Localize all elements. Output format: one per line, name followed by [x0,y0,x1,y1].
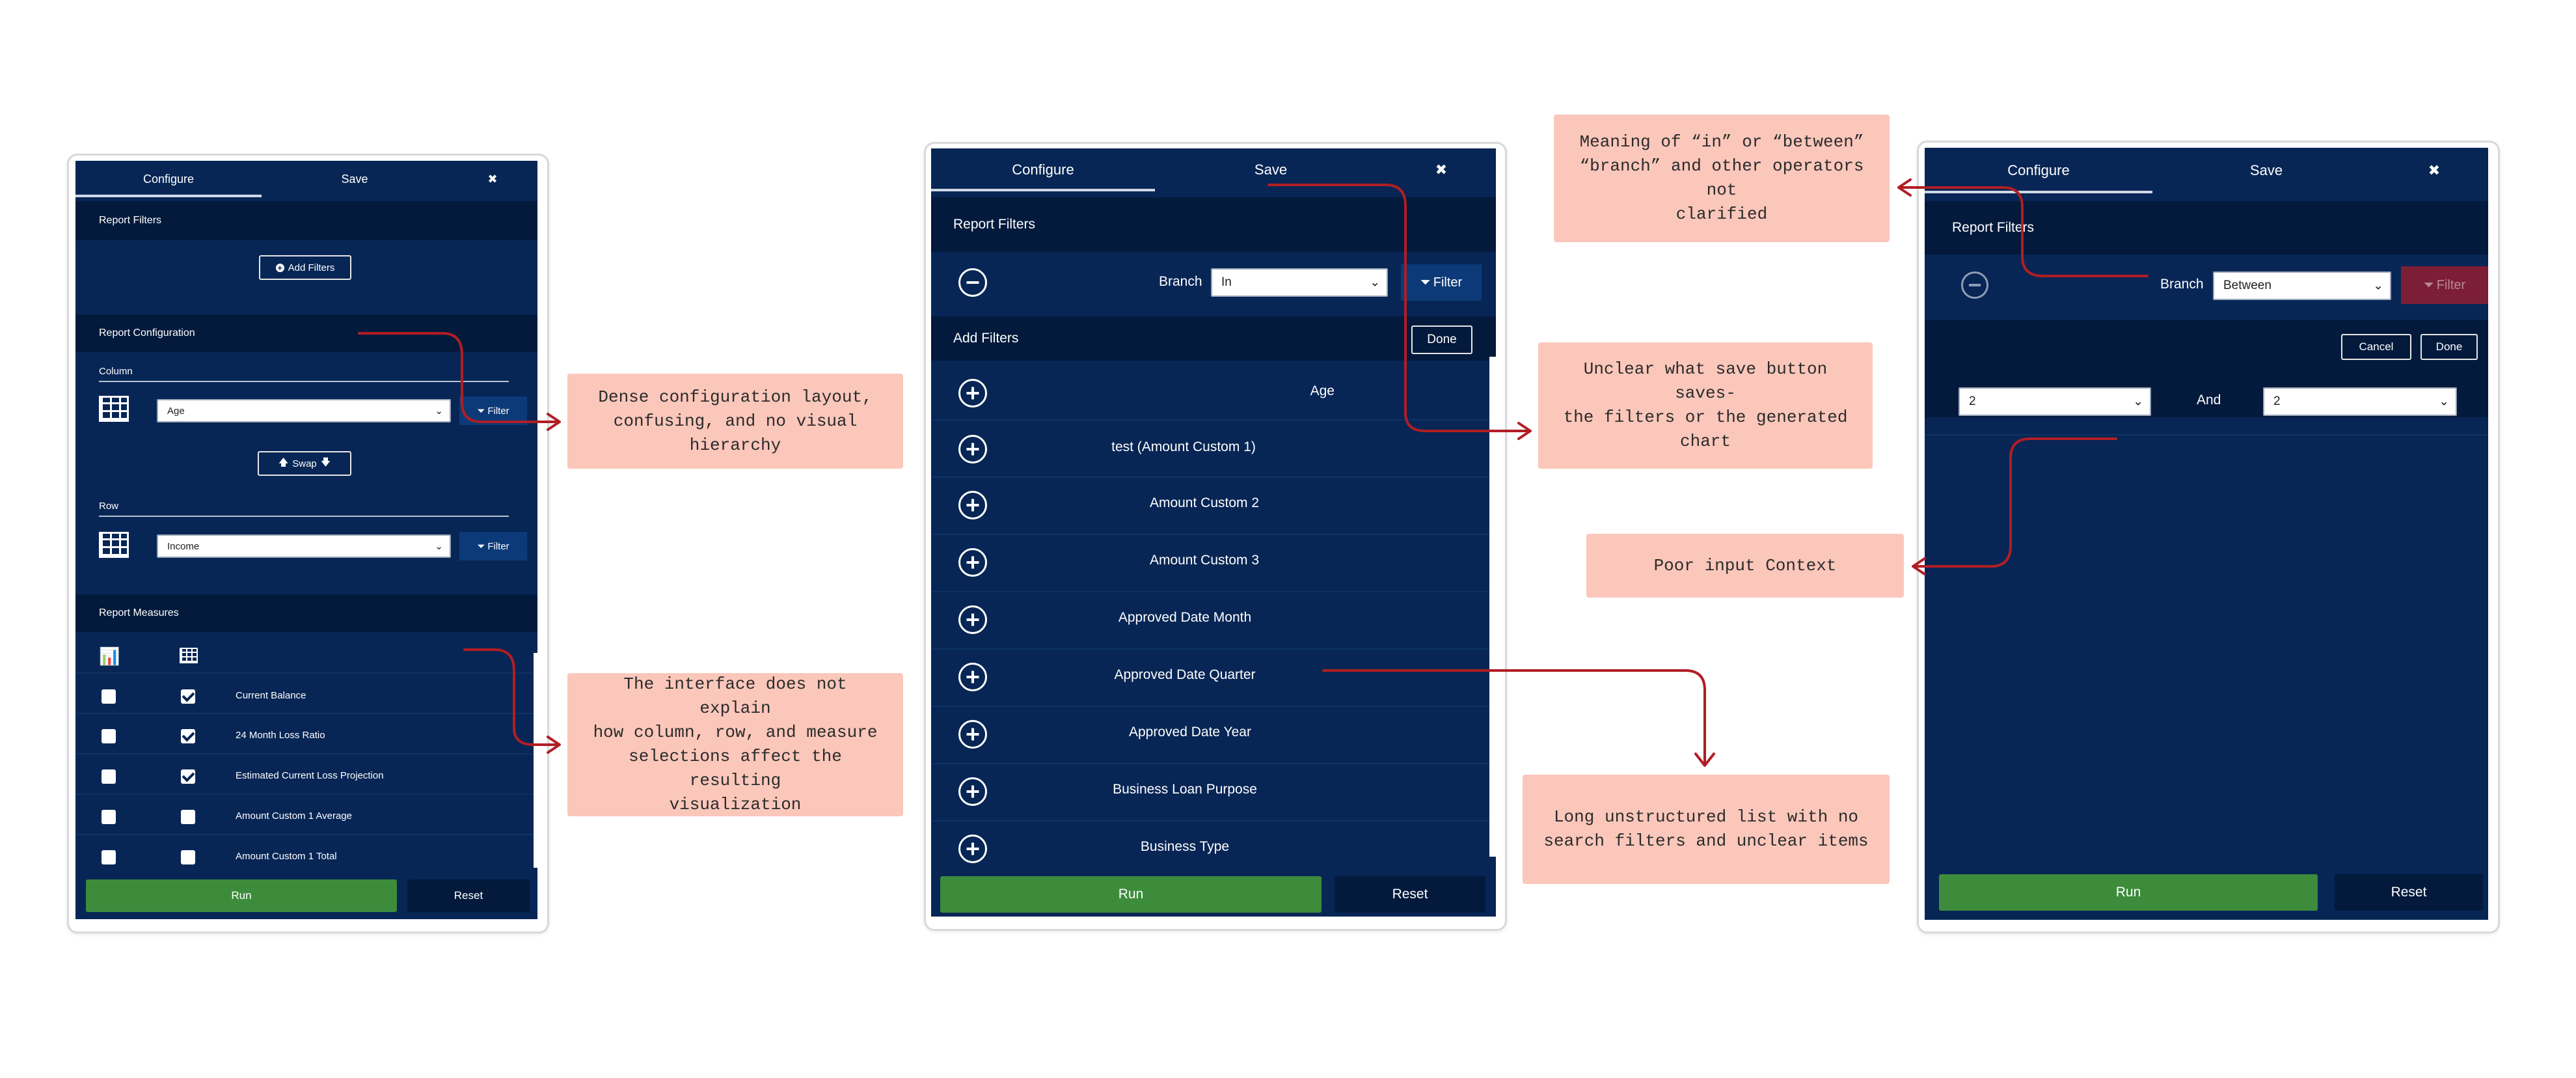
reset-button[interactable]: Reset [407,879,530,912]
between-from-value: 2 [1969,394,1976,408]
add-filters-label: Add Filters [288,262,335,273]
report-measures-heading: Report Measures [99,607,179,618]
filter-icon: ⏷ [2423,277,2434,292]
done-button[interactable]: Done [1411,325,1472,354]
between-to-value: 2 [2273,394,2281,408]
tab-save[interactable]: Save [341,172,368,186]
and-label: And [2197,393,2221,408]
close-icon[interactable]: ✖ [1435,161,1448,178]
tab-save[interactable]: Save [1254,161,1288,178]
filter-label: Filter [1433,275,1463,290]
list-item-label: Business Loan Purpose [1113,782,1257,797]
chevron-down-icon: ⌄ [435,406,443,417]
list-item-label: Amount Custom 3 [1149,553,1260,568]
close-icon[interactable]: ✖ [487,172,498,186]
swap-label: Swap [292,458,317,469]
list-item-label: test (Amount Custom 1) [1111,439,1256,454]
reset-button[interactable]: Reset [1335,876,1485,913]
tab-save[interactable]: Save [2249,162,2283,178]
report-filters-heading: Report Filters [953,217,1036,232]
done-button[interactable]: Done [2420,334,2478,360]
list-item-label: Business Type [1140,839,1230,854]
bar-chart-icon: 📊 [99,646,120,666]
row-select-value: Income [167,540,200,552]
annotation-unclear-operators: Meaning of “in” or “between” “branch” and other operators not clarified [1554,115,1890,242]
column-label: Column [99,366,133,377]
list-item-label: Approved Date Quarter [1114,667,1256,682]
tab-configure[interactable]: Configure [75,161,262,197]
arrow-down-icon: 🡇 [320,456,331,468]
annotation-dense-layout: Dense configuration layout, confusing, and no visual hierarchy [567,374,903,469]
list-item-label: Approved Date Year [1129,725,1251,739]
reset-button[interactable]: Reset [2335,874,2483,911]
branch-operator-value: In [1221,275,1232,289]
arrow-up-icon: 🡅 [278,456,289,468]
chevron-down-icon: ⌄ [2133,394,2143,409]
measure-label: Estimated Current Loss Projection [236,770,384,781]
close-icon[interactable]: ✖ [2428,162,2441,178]
chevron-down-icon: ⌄ [1370,275,1380,290]
report-configuration-heading: Report Configuration [99,327,195,339]
tab-configure[interactable]: Configure [1925,148,2152,193]
add-filters-heading: Add Filters [953,331,1019,346]
list-item-label: Approved Date Month [1118,610,1252,625]
tab-configure[interactable]: Configure [931,148,1155,191]
report-filters-heading: Report Filters [1952,220,2035,235]
annotation-unclear-save: Unclear what save button saves- the filters or the generated chart [1538,342,1873,469]
branch-operator-value: Between [2223,279,2271,292]
annotation-long-list: Long unstructured list with no search filters and unclear items [1523,775,1890,884]
plus-circle-icon: + [276,264,284,272]
measure-label: Current Balance [236,690,306,701]
branch-label: Branch [1159,274,1202,289]
filter-icon: ⏷ [477,540,485,552]
filter-icon: ⏷ [1420,275,1431,290]
measure-label: Amount Custom 1 Average [236,810,352,822]
branch-label: Branch [2160,277,2204,292]
arrow-operators [1900,187,2147,276]
run-button[interactable]: Run [940,876,1322,913]
filter-icon: ⏷ [477,405,485,417]
chevron-down-icon: ⌄ [435,541,443,552]
chevron-down-icon: ⌄ [2439,394,2449,409]
arrow-no-explanation [465,650,558,745]
arrow-long-list [1323,670,1705,763]
run-button[interactable]: Run [1939,874,2318,911]
column-filter-label: Filter [487,405,509,417]
annotation-poor-input-context: Poor input Context [1586,534,1904,598]
arrow-input-context [1914,439,2116,566]
measure-label: 24 Month Loss Ratio [236,730,325,741]
report-filters-heading: Report Filters [99,215,162,226]
chevron-down-icon: ⌄ [2373,279,2383,293]
annotation-no-explanation: The interface does not explain how column, row, and measure selections affect the resulting visualization [567,673,903,816]
cancel-button[interactable]: Cancel [2341,334,2411,360]
row-label: Row [99,501,119,512]
list-item-label: Age [1310,383,1335,398]
arrow-dense-layout [359,333,558,422]
measure-label: Amount Custom 1 Total [236,851,337,862]
list-item-label: Amount Custom 2 [1149,495,1260,510]
column-select-value: Age [167,405,185,417]
row-filter-label: Filter [487,540,509,552]
arrow-unclear-save [1269,185,1529,431]
filter-label: Filter [2436,277,2466,292]
run-button[interactable]: Run [86,879,397,912]
